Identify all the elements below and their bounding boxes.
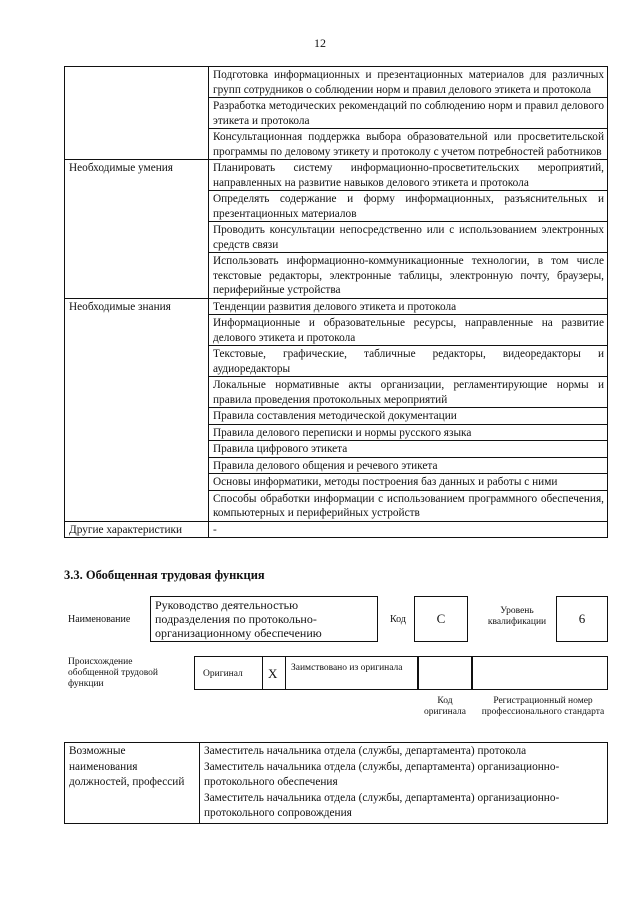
row-label — [65, 377, 209, 408]
table-row — [65, 298, 608, 315]
position-item: Заместитель начальника отдела (службы, департамента) организационно-протокольного обеспечения — [204, 760, 560, 788]
table-row — [65, 408, 608, 425]
table-row — [65, 377, 608, 408]
row-label — [65, 424, 209, 441]
table-row — [65, 457, 608, 474]
table-row — [65, 67, 608, 98]
borrowed-label: Заимствовано из оригинала — [291, 663, 403, 673]
code-original-box — [418, 656, 472, 690]
row-label — [65, 408, 209, 425]
table-row — [65, 129, 608, 160]
table-row — [65, 222, 608, 253]
level-label: Уровень квалификации — [487, 606, 547, 627]
row-label — [65, 253, 209, 299]
table-row — [65, 424, 608, 441]
row-label: Другие характеристики — [65, 521, 209, 538]
reg-number-box — [472, 656, 608, 690]
row-label — [65, 346, 209, 377]
code-original-label: Код оригинала — [424, 696, 466, 717]
row-text: Определять содержание и форму информационных, разъяснительных и презентационных материалов — [209, 191, 608, 222]
position-item: Заместитель начальника отдела (службы, департамента) организационно-протокольного сопровождения — [204, 791, 560, 819]
row-text: Основы информатики, методы построения баз данных и работы с ними — [209, 474, 608, 491]
row-label — [65, 222, 209, 253]
code-label: Код — [390, 614, 406, 625]
reg-number-label: Регистрационный номер профессионального стандарта — [481, 696, 605, 717]
row-label — [65, 474, 209, 491]
name-value-box: Руководство деятельностью подразделения по протокольно-организационному обеспечению — [150, 596, 378, 642]
row-label — [65, 191, 209, 222]
row-text: Разработка методических рекомендаций по соблюдению норм и правил делового этикета и протокола — [209, 98, 608, 129]
row-label: Необходимые знания — [65, 298, 209, 315]
row-text: Способы обработки информации с использованием программного обеспечения, компьютерных и периферийных устройств — [209, 490, 608, 521]
position-item: Заместитель начальника отдела (службы, департамента) протокола — [204, 745, 527, 757]
row-text: Правила цифрового этикета — [209, 441, 608, 458]
original-label: Оригинал — [203, 669, 243, 679]
row-label — [65, 98, 209, 129]
name-label: Наименование — [68, 614, 131, 625]
positions-label: Возможные наименования должностей, профессий — [65, 743, 200, 824]
table-row — [65, 474, 608, 491]
original-mark: X — [268, 666, 278, 681]
table-row — [65, 441, 608, 458]
row-text: Текстовые, графические, табличные редакторы, видеоредакторы и аудиоредакторы — [209, 346, 608, 377]
row-label: Необходимые умения — [65, 160, 209, 191]
row-text: Правила делового переписки и нормы русского языка — [209, 424, 608, 441]
row-text: Локальные нормативные акты организации, регламентирующие нормы и правила проведения протокольных мероприятий — [209, 377, 608, 408]
row-text: Планировать систему информационно-просветительских мероприятий, направленных на развитие навыков делового этикета и протокола — [209, 160, 608, 191]
positions-list — [200, 743, 608, 824]
page-number: 12 — [314, 36, 326, 50]
row-label — [65, 315, 209, 346]
row-label — [65, 67, 209, 98]
origin-label: Происхождение обобщенной трудовой функции — [68, 657, 158, 689]
positions-table — [64, 742, 608, 824]
row-label — [65, 457, 209, 474]
table-row — [65, 490, 608, 521]
row-text: Консультационная поддержка выбора образовательной или просветительской программы по деловому этикету и протоколу с учетом потребностей работников — [209, 129, 608, 160]
competency-table — [64, 66, 608, 538]
row-text: Правила делового общения и речевого этикета — [209, 457, 608, 474]
table-row — [65, 315, 608, 346]
table-row — [65, 160, 608, 191]
table-row — [65, 521, 608, 538]
table-row — [65, 253, 608, 299]
row-label — [65, 490, 209, 521]
code-value-box: C — [414, 596, 468, 642]
row-text: Проводить консультации непосредственно или с использованием электронных средств связи — [209, 222, 608, 253]
section-title: 3.3. Обобщенная трудовая функция — [64, 568, 265, 582]
row-text: Правила составления методической документации — [209, 408, 608, 425]
row-text: Подготовка информационных и презентационных материалов для различных групп сотрудников о соблюдении норм и правил делового этикета и протокола — [209, 67, 608, 98]
row-text: Информационные и образовательные ресурсы, направленные на развитие делового этикета и протокола — [209, 315, 608, 346]
row-label — [65, 129, 209, 160]
table-row — [65, 98, 608, 129]
table-row — [65, 346, 608, 377]
row-text: Тенденции развития делового этикета и протокола — [209, 298, 608, 315]
row-text: - — [209, 521, 608, 538]
row-label — [65, 441, 209, 458]
table-row — [65, 191, 608, 222]
row-text: Использовать информационно-коммуникационные технологии, в том числе текстовые редакторы, электронные таблицы, электронную почту, браузеры, периферийные устройства — [209, 253, 608, 299]
level-value-box: 6 — [556, 596, 608, 642]
